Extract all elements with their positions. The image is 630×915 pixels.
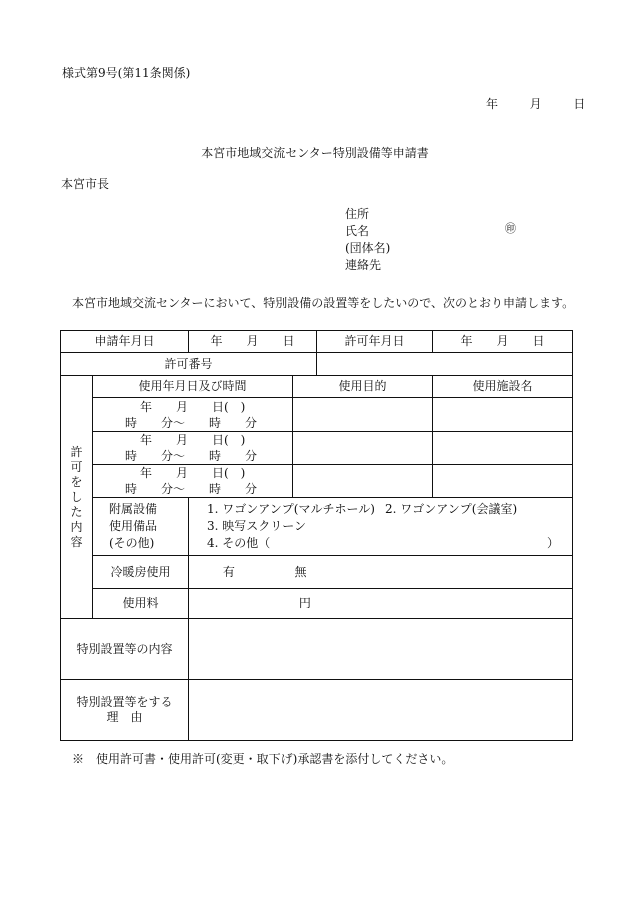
- intro-text: 本宮市地域交流センターにおいて、特別設備の設置等をしたいので、次のとおり申請します。: [72, 296, 575, 310]
- equipment-option-wagon-amp-room[interactable]: 2. ワゴンアンプ(会議室): [385, 502, 518, 516]
- date-row: [61, 331, 573, 353]
- heating-cooling-options: [189, 556, 573, 589]
- usage-datetime-cell[interactable]: [93, 398, 293, 432]
- contact-label: 連絡先: [345, 258, 382, 272]
- facility-cell[interactable]: [433, 398, 573, 432]
- name-label: 氏名: [345, 224, 370, 238]
- special-content-cell[interactable]: [189, 619, 573, 680]
- usage-time-line: 時 分〜 時 分: [125, 482, 258, 496]
- date-month: 月: [529, 97, 542, 111]
- fee-label: 使用料: [93, 589, 189, 619]
- permit-number-label: 許可番号: [61, 353, 317, 376]
- special-reason-row: [61, 680, 573, 741]
- special-reason-cell[interactable]: [189, 680, 573, 741]
- usage-datetime-cell[interactable]: [93, 465, 293, 498]
- equipment-option-wagon-amp-hall[interactable]: 1. ワゴンアンプ(マルチホール): [207, 502, 375, 516]
- usage-time-line: 時 分〜 時 分: [125, 449, 258, 463]
- applicant-block: [345, 206, 390, 274]
- equipment-items: [189, 498, 573, 556]
- equipment-label: 附属設備 使用備品 (その他): [93, 498, 189, 556]
- permit-content-label: 許 可 を し た 内 容: [61, 376, 93, 619]
- permit-number-row: [61, 353, 573, 376]
- special-content-label: 特別設置等の内容: [61, 619, 189, 680]
- special-reason-label: 特別設置等をする 理 由: [61, 680, 189, 741]
- usage-date-line: 年 月 日( ): [140, 433, 246, 447]
- application-date-value[interactable]: 年 月 日: [189, 331, 317, 353]
- permit-date-value[interactable]: 年 月 日: [433, 331, 573, 353]
- usage-date-line: 年 月 日( ): [140, 399, 246, 414]
- usage-datetime-cell[interactable]: [93, 432, 293, 465]
- special-content-row: [61, 619, 573, 680]
- submission-date: [486, 97, 585, 111]
- fee-row: [61, 589, 573, 619]
- purpose-cell[interactable]: [293, 465, 433, 498]
- purpose-cell[interactable]: [293, 398, 433, 432]
- equipment-option-other[interactable]: 4. その他（: [207, 536, 271, 550]
- facility-cell[interactable]: [433, 432, 573, 465]
- heating-cooling-row: [61, 556, 573, 589]
- permit-date-label: 許可年月日: [317, 331, 433, 353]
- purpose-cell[interactable]: [293, 432, 433, 465]
- group-label: (団体名): [345, 241, 391, 255]
- permit-number-value[interactable]: [317, 353, 573, 376]
- seal-mark: ㊞: [505, 222, 516, 235]
- facility-header: 使用施設名: [433, 376, 573, 398]
- usage-time-line: 時 分〜 時 分: [125, 415, 258, 430]
- time-row-3: [61, 465, 573, 498]
- time-row-1: [61, 398, 573, 432]
- facility-cell[interactable]: [433, 465, 573, 498]
- header-row: [61, 376, 573, 398]
- heating-cooling-label: 冷暖房使用: [93, 556, 189, 589]
- fee-unit: 円: [298, 596, 311, 610]
- attachment-note: ※ 使用許可書・使用許可(変更・取下げ)承認書を添付してください。: [72, 752, 454, 766]
- equipment-option-screen[interactable]: 3. 映写スクリーン: [207, 519, 307, 533]
- usage-datetime-header: 使用年月日及び時間: [93, 376, 293, 398]
- date-day: 日: [573, 97, 586, 111]
- heating-no-option[interactable]: 無: [294, 564, 307, 579]
- application-date-label: 申請年月日: [61, 331, 189, 353]
- document-title: 本宮市地域交流センター特別設備等申請書: [201, 146, 429, 160]
- equipment-other-close: ）: [547, 536, 560, 550]
- form-number: 様式第9号(第11条関係): [62, 66, 191, 80]
- addressee: 本宮市長: [61, 177, 110, 191]
- time-row-2: [61, 432, 573, 465]
- fee-cell[interactable]: [189, 589, 573, 619]
- application-table: [60, 330, 573, 741]
- heating-yes-option[interactable]: 有: [222, 564, 235, 579]
- address-label: 住所: [345, 207, 370, 221]
- date-year: 年: [486, 97, 499, 111]
- purpose-header: 使用目的: [293, 376, 433, 398]
- equipment-row: [61, 498, 573, 556]
- usage-date-line: 年 月 日( ): [140, 466, 246, 480]
